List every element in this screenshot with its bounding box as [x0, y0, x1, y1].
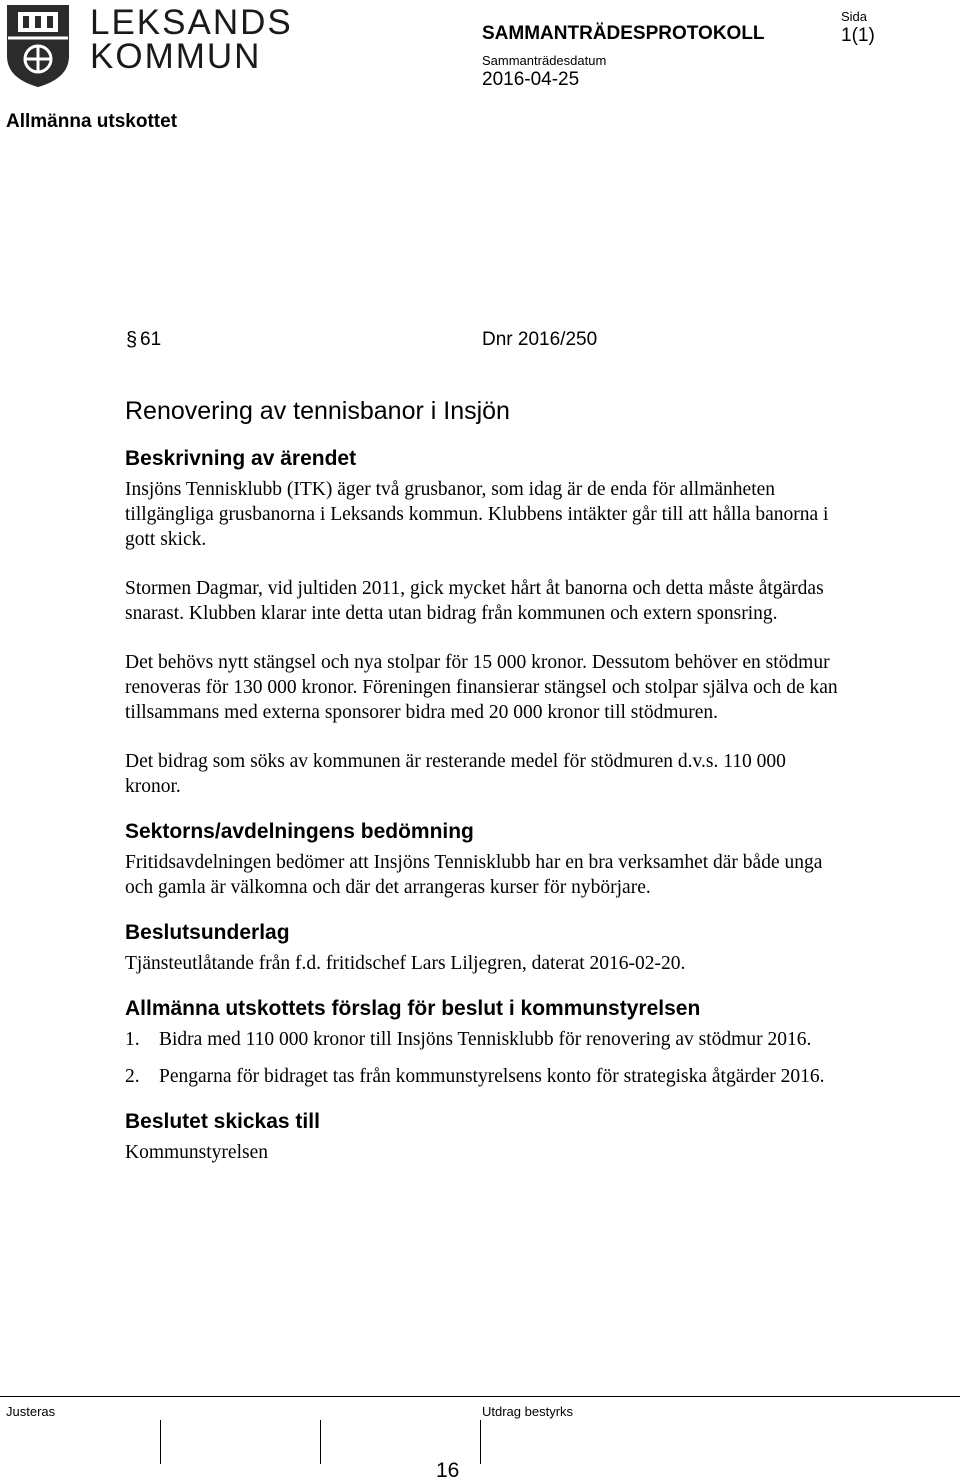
diary-number: Dnr 2016/250 — [482, 329, 598, 350]
footer-page-number: 16 — [436, 1459, 460, 1482]
proposal-item — [125, 1064, 840, 1089]
meeting-date-label: Sammanträdesdatum — [482, 53, 607, 68]
signature-box-divider — [480, 1420, 481, 1464]
sent-to-heading: Beslutet skickas till — [125, 1110, 320, 1133]
proposal-item — [125, 1027, 840, 1052]
proposal-item-text: Pengarna för bidraget tas från kommunstyrelsens konto för strategiska åtgärder 2016. — [159, 1066, 825, 1087]
proposal-item-text: Bidra med 110 000 kronor till Insjöns Tennisklubb för renovering av stödmur 2016. — [159, 1029, 812, 1050]
description-paragraph: Det behövs nytt stängsel och nya stolpar för 15 000 kronor. Dessutom behöver en stödmur renoveras för 130 000 kronor. Föreningen finansierar stängsel och stolpar själva och de kan tillsammans med externa sponsorer bidra med 20 000 kronor till stödmuren. — [125, 652, 838, 723]
logo-text-kommun: KOMMUN — [90, 37, 262, 76]
description-paragraph: Stormen Dagmar, vid jultiden 2011, gick mycket hårt åt banorna och detta måste åtgärdas snarast. Klubben klarar inte detta utan bidrag från kommunen och extern sponsring. — [125, 578, 824, 624]
basis-text: Tjänsteutlåtande från f.d. fritidschef Lars Liljegren, daterat 2016-02-20. — [125, 953, 686, 974]
signature-box-divider — [160, 1420, 161, 1464]
description-heading: Beskrivning av ärendet — [125, 447, 357, 470]
proposal-item-number: 2. — [125, 1066, 140, 1087]
meeting-date-value: 2016-04-25 — [482, 69, 580, 90]
document-body — [125, 446, 840, 1165]
signature-box-divider — [320, 1420, 321, 1464]
document-title: SAMMANTRÄDESPROTOKOLL — [482, 23, 765, 44]
leksands-coat-of-arms-logo — [6, 4, 70, 88]
justeras-label: Justeras — [6, 1404, 56, 1419]
proposal-heading: Allmänna utskottets förslag för beslut i kommunstyrelsen — [125, 997, 701, 1020]
page-value: 1(1) — [841, 25, 875, 46]
description-paragraph: Det bidrag som söks av kommunen är resterande medel för stödmuren d.v.s. 110 000 kronor. — [125, 751, 786, 797]
page-label: Sida — [841, 9, 868, 24]
sent-to-text: Kommunstyrelsen — [125, 1142, 268, 1163]
proposal-item-number: 1. — [125, 1029, 140, 1050]
description-paragraph: Insjöns Tennisklubb (ITK) äger två grusbanor, som idag är de enda för allmänheten tillgängliga grusbanorna i Leksands kommun. Klubbens intäkter går till att hålla banorna i gott skick. — [125, 479, 829, 550]
assessment-heading: Sektorns/avdelningens bedömning — [125, 820, 474, 843]
paragraph-sign: § — [126, 329, 138, 351]
assessment-text: Fritidsavdelningen bedömer att Insjöns Tennisklubb har en bra verksamhet där både unga och gamla är välkomna och där det arrangeras kurser för nybörjare. — [125, 852, 823, 898]
matter-title: Renovering av tennisbanor i Insjön — [125, 397, 510, 425]
logo-text-leksands: LEKSANDS — [90, 3, 293, 42]
paragraph-number: 61 — [140, 329, 162, 350]
proposal-list — [125, 1027, 840, 1089]
basis-heading: Beslutsunderlag — [125, 921, 290, 944]
footer-divider — [0, 1396, 960, 1397]
utdrag-bestyrks-label: Utdrag bestyrks — [482, 1404, 574, 1419]
committee-name: Allmänna utskottet — [6, 111, 178, 132]
